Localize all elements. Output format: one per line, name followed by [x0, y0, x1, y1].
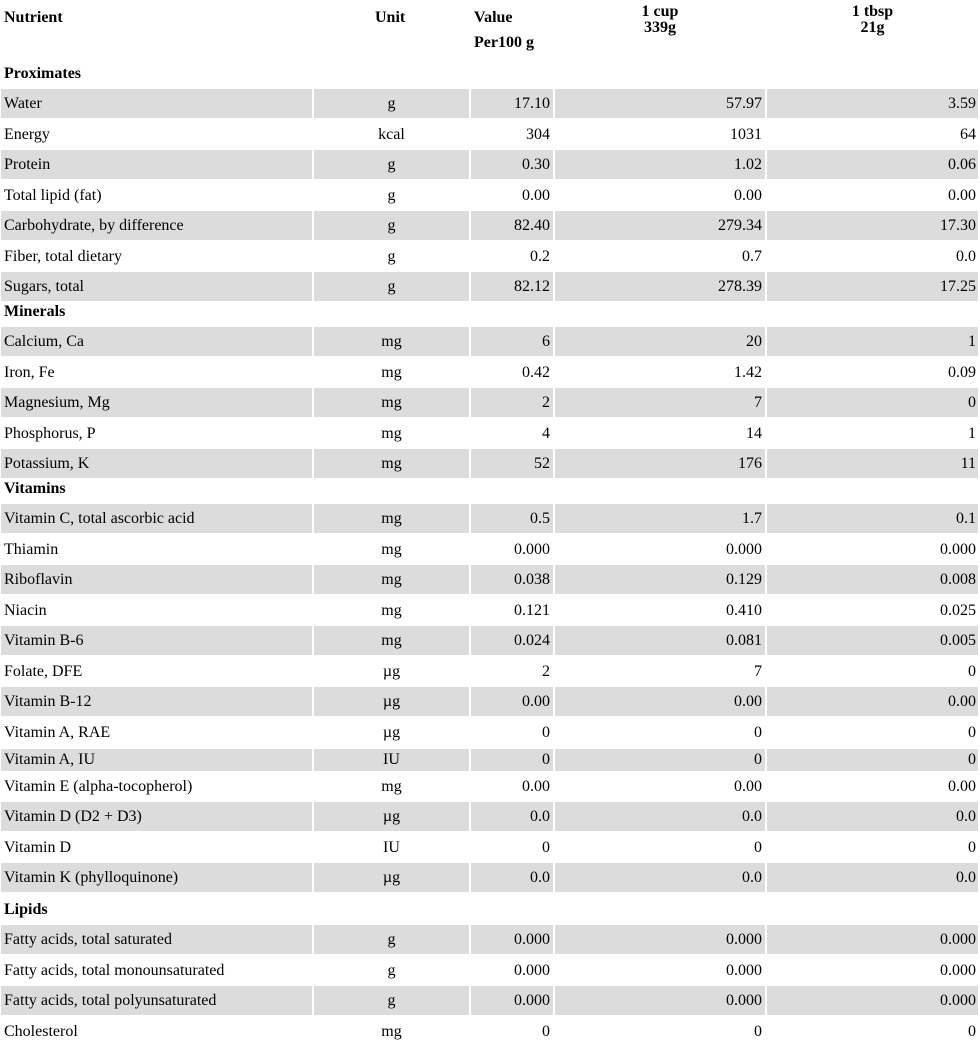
value-tbsp-cell: 0.000 — [940, 540, 976, 558]
nutrient-name-cell: Fatty acids, total monounsaturated — [4, 961, 225, 979]
unit-cell: mg — [381, 1022, 402, 1040]
value-cup-cell: 0.0 — [555, 802, 765, 831]
value-tbsp-cell: 0.0 — [767, 802, 978, 831]
unit-cell: g — [314, 272, 469, 301]
unit-cell: mg — [314, 504, 469, 533]
header-unit: Unit — [375, 9, 406, 26]
value-per100g-cell: 0.2 — [530, 247, 550, 265]
unit-cell: mg — [314, 565, 469, 594]
value-tbsp-cell: 0.1 — [767, 504, 978, 533]
value-cup-cell: 0.129 — [555, 565, 765, 594]
value-per100g-cell: 0.00 — [522, 777, 550, 795]
unit-cell: kcal — [378, 125, 405, 143]
unit-cell: mg — [381, 424, 402, 442]
unit-cell: g — [314, 211, 469, 240]
value-cup-cell: 0.00 — [734, 777, 762, 795]
value-per100g-cell: 0.000 — [514, 540, 550, 558]
value-tbsp-cell: 0 — [968, 1022, 976, 1040]
nutrient-name-cell: Calcium, Ca — [1, 327, 312, 356]
value-tbsp-cell: 17.30 — [767, 211, 978, 240]
unit-cell: µg — [382, 662, 401, 680]
table-row — [0, 504, 980, 533]
unit-cell: g — [387, 247, 396, 265]
table-row — [0, 833, 980, 862]
section-lipids-title: Lipids — [4, 901, 48, 918]
value-tbsp-cell: 1 — [767, 327, 978, 356]
value-cup-cell: 278.39 — [555, 272, 765, 301]
nutrient-name-cell: Iron, Fe — [4, 363, 55, 381]
value-tbsp-cell: 0 — [968, 723, 976, 741]
table-row — [0, 388, 980, 417]
value-per100g-cell: 2 — [542, 662, 550, 680]
value-tbsp-cell: 0.005 — [767, 626, 978, 655]
value-per100g-cell: 304 — [526, 125, 550, 143]
value-tbsp-cell: 0 — [767, 749, 978, 771]
value-cup-cell: 0 — [754, 1022, 762, 1040]
nutrient-name-cell: Fiber, total dietary — [4, 247, 122, 265]
value-tbsp-cell: 0.0 — [767, 863, 978, 892]
value-per100g-cell: 0.000 — [471, 986, 553, 1015]
unit-cell: g — [314, 150, 469, 179]
value-per100g-cell: 0 — [542, 838, 550, 856]
unit-cell: mg — [314, 626, 469, 655]
nutrient-name-cell: Water — [1, 89, 312, 118]
nutrient-name-cell: Energy — [4, 125, 50, 143]
unit-cell: mg — [381, 363, 402, 381]
value-tbsp-cell: 0 — [968, 838, 976, 856]
table-row — [0, 120, 980, 149]
unit-cell: µg — [314, 802, 469, 831]
value-tbsp-cell: 0.008 — [767, 565, 978, 594]
unit-cell: µg — [314, 687, 469, 716]
nutrient-name-cell: Vitamin B-6 — [1, 626, 312, 655]
nutrient-name-cell: Vitamin D — [4, 838, 72, 856]
value-cup-cell: 0.0 — [555, 863, 765, 892]
unit-cell: µg — [382, 723, 401, 741]
value-cup-cell: 0.00 — [555, 687, 765, 716]
unit-cell: g — [387, 186, 396, 204]
unit-cell: mg — [381, 601, 402, 619]
value-per100g-cell: 52 — [471, 449, 553, 478]
table-row — [0, 657, 980, 686]
table-row — [0, 772, 980, 801]
value-cup-cell: 176 — [555, 449, 765, 478]
table-row — [0, 181, 980, 210]
unit-cell: g — [314, 89, 469, 118]
table-row — [0, 986, 980, 1015]
value-cup-cell: 0.000 — [555, 925, 765, 954]
nutrient-name-cell: Magnesium, Mg — [1, 388, 312, 417]
section-minerals-title: Minerals — [4, 303, 66, 320]
table-row — [0, 89, 980, 118]
value-per100g-cell: 82.12 — [471, 272, 553, 301]
value-per100g-cell: 0 — [542, 723, 550, 741]
value-tbsp-cell: 0.000 — [940, 961, 976, 979]
value-per100g-cell: 4 — [542, 424, 550, 442]
value-per100g-cell: 2 — [471, 388, 553, 417]
nutrient-name-cell: Cholesterol — [4, 1022, 78, 1040]
table-row — [0, 211, 980, 240]
value-tbsp-cell: 0.000 — [767, 986, 978, 1015]
value-cup-cell: 20 — [555, 327, 765, 356]
value-per100g-cell: 0.00 — [471, 687, 553, 716]
value-cup-cell: 1.42 — [734, 363, 762, 381]
table-row — [0, 749, 980, 771]
table-row — [0, 565, 980, 594]
value-per100g-cell: 17.10 — [471, 89, 553, 118]
nutrient-name-cell: Protein — [1, 150, 312, 179]
table-row — [0, 242, 980, 271]
header-tbsp: 1 tbsp — [851, 3, 894, 20]
nutrient-name-cell: Vitamin A, IU — [1, 749, 312, 771]
table-row — [0, 863, 980, 892]
value-cup-cell: 1031 — [730, 125, 762, 143]
nutrient-name-cell: Carbohydrate, by difference — [1, 211, 312, 240]
value-cup-cell: 0.000 — [555, 986, 765, 1015]
nutrient-name-cell: Vitamin C, total ascorbic acid — [1, 504, 312, 533]
nutrient-name-cell: Potassium, K — [1, 449, 312, 478]
value-per100g-cell: 6 — [471, 327, 553, 356]
value-tbsp-cell: 0.09 — [948, 363, 976, 381]
value-cup-cell: 0 — [555, 749, 765, 771]
table-row — [0, 718, 980, 747]
table-row — [0, 327, 980, 356]
value-cup-cell: 1.02 — [555, 150, 765, 179]
value-tbsp-cell: 0 — [968, 662, 976, 680]
value-per100g-cell: 0.42 — [522, 363, 550, 381]
nutrient-name-cell: Vitamin B-12 — [1, 687, 312, 716]
nutrient-name-cell: Vitamin E (alpha-tocopherol) — [4, 777, 193, 795]
table-row — [0, 535, 980, 564]
value-cup-cell: 1.7 — [555, 504, 765, 533]
table-row — [0, 419, 980, 448]
value-per100g-cell: 0.30 — [471, 150, 553, 179]
section-proximates-title: Proximates — [4, 65, 82, 82]
value-tbsp-cell: 17.25 — [767, 272, 978, 301]
nutrient-name-cell: Niacin — [4, 601, 47, 619]
value-tbsp-cell: 11 — [767, 449, 978, 478]
nutrient-name-cell: Sugars, total — [1, 272, 312, 301]
value-cup-cell: 0.00 — [734, 186, 762, 204]
value-tbsp-cell: 1 — [968, 424, 976, 442]
nutrient-name-cell: Vitamin D (D2 + D3) — [1, 802, 312, 831]
value-tbsp-cell: 0.00 — [948, 777, 976, 795]
value-cup-cell: 7 — [754, 662, 762, 680]
header-nutrient: Nutrient — [4, 9, 63, 26]
value-cup-cell: 0.081 — [555, 626, 765, 655]
value-cup-cell: 57.97 — [555, 89, 765, 118]
nutrient-name-cell: Fatty acids, total saturated — [1, 925, 312, 954]
table-row — [0, 802, 980, 831]
value-cup-cell: 0 — [754, 723, 762, 741]
header-value: Value — [474, 9, 513, 26]
table-row — [0, 956, 980, 985]
table-row — [0, 1017, 980, 1046]
unit-cell: IU — [314, 749, 469, 771]
value-tbsp-cell: 0.00 — [948, 186, 976, 204]
nutrient-name-cell: Thiamin — [4, 540, 59, 558]
value-per100g-cell: 0.121 — [514, 601, 550, 619]
unit-cell: g — [314, 986, 469, 1015]
unit-cell: µg — [314, 863, 469, 892]
value-tbsp-cell: 0.000 — [767, 925, 978, 954]
unit-cell: mg — [314, 327, 469, 356]
section-vitamins-title: Vitamins — [4, 480, 66, 497]
unit-cell: mg — [314, 388, 469, 417]
table-row — [0, 272, 980, 301]
header-value-per100g: Per100 g — [474, 34, 534, 51]
value-cup-cell: 0.000 — [726, 540, 762, 558]
nutrient-name-cell: Phosphorus, P — [4, 424, 96, 442]
value-per100g-cell: 82.40 — [471, 211, 553, 240]
value-per100g-cell: 0.024 — [471, 626, 553, 655]
nutrient-name-cell: Vitamin A, RAE — [4, 723, 111, 741]
nutrient-name-cell: Total lipid (fat) — [4, 186, 102, 204]
nutrient-name-cell: Fatty acids, total polyunsaturated — [1, 986, 312, 1015]
value-per100g-cell: 0.00 — [522, 186, 550, 204]
table-row — [0, 358, 980, 387]
table-row — [0, 449, 980, 478]
value-per100g-cell: 0.000 — [471, 925, 553, 954]
value-per100g-cell: 0.038 — [471, 565, 553, 594]
table-row — [0, 925, 980, 954]
unit-cell: g — [314, 925, 469, 954]
value-cup-cell: 279.34 — [555, 211, 765, 240]
value-per100g-cell: 0 — [542, 1022, 550, 1040]
value-cup-cell: 0.7 — [742, 247, 762, 265]
nutrient-name-cell: Folate, DFE — [4, 662, 83, 680]
table-row — [0, 150, 980, 179]
nutrient-name-cell: Vitamin K (phylloquinone) — [1, 863, 312, 892]
value-cup-cell: 0 — [754, 838, 762, 856]
unit-cell: mg — [381, 777, 402, 795]
header-cup-grams: 339g — [644, 19, 676, 36]
table-row — [0, 596, 980, 625]
nutrient-name-cell: Riboflavin — [1, 565, 312, 594]
table-row — [0, 687, 980, 716]
header-cup: 1 cup — [641, 3, 679, 20]
value-cup-cell: 14 — [746, 424, 762, 442]
value-cup-cell: 0.410 — [726, 601, 762, 619]
value-per100g-cell: 0 — [471, 749, 553, 771]
header-tbsp-grams: 21g — [860, 19, 885, 36]
value-per100g-cell: 0.5 — [471, 504, 553, 533]
value-per100g-cell: 0.000 — [514, 961, 550, 979]
value-tbsp-cell: 0.06 — [767, 150, 978, 179]
value-tbsp-cell: 0.00 — [767, 687, 978, 716]
unit-cell: mg — [314, 449, 469, 478]
value-tbsp-cell: 0.0 — [956, 247, 976, 265]
value-cup-cell: 0.000 — [726, 961, 762, 979]
value-tbsp-cell: 64 — [960, 125, 976, 143]
value-cup-cell: 7 — [555, 388, 765, 417]
value-per100g-cell: 0.0 — [471, 802, 553, 831]
unit-cell: g — [387, 961, 396, 979]
value-tbsp-cell: 0.025 — [940, 601, 976, 619]
value-tbsp-cell: 0 — [767, 388, 978, 417]
unit-cell: mg — [381, 540, 402, 558]
unit-cell: IU — [383, 838, 400, 856]
value-per100g-cell: 0.0 — [471, 863, 553, 892]
table-row — [0, 626, 980, 655]
value-tbsp-cell: 3.59 — [767, 89, 978, 118]
